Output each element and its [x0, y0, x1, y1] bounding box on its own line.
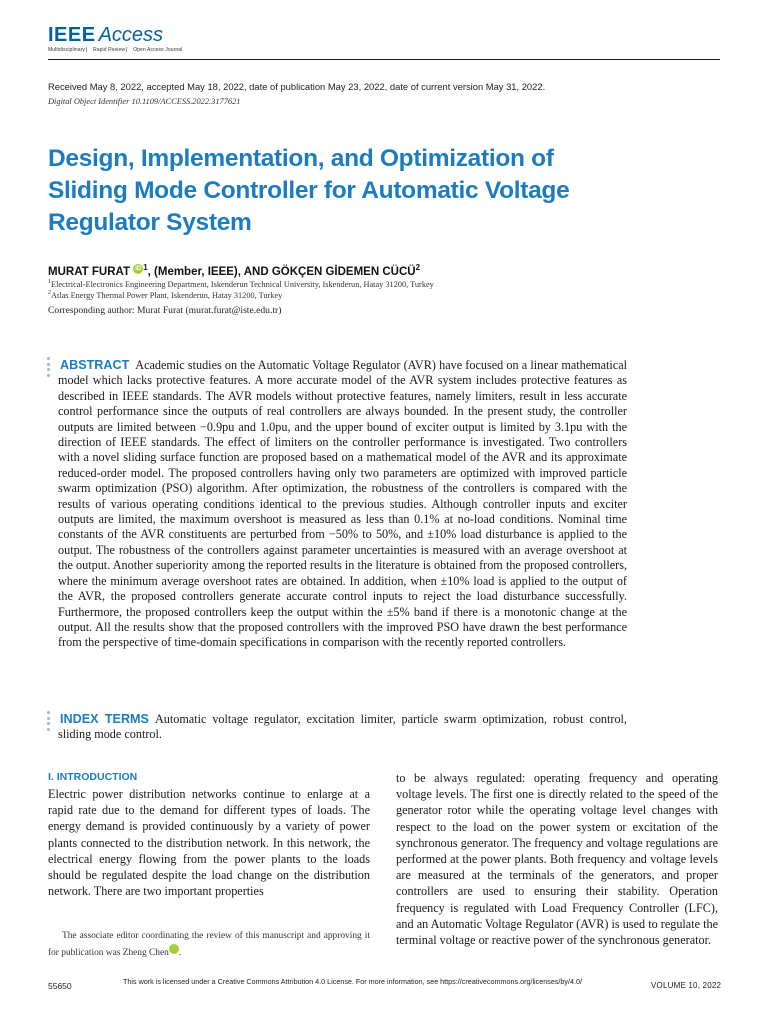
orcid-icon[interactable]: iD — [135, 266, 142, 272]
received-dates: Received May 8, 2022, accepted May 18, 2022, date of publication May 23, 2022, date of current version May 31, 2022. — [48, 81, 546, 92]
section-heading-introduction: I. INTRODUCTION — [48, 771, 138, 783]
abstract-heading: ABSTRACT — [60, 358, 130, 372]
paper-title: Design, Implementation, and Optimization of Sliding Mode Controller for Automatic Voltage Regulator System — [48, 145, 570, 236]
logo-tagline: Multidisciplinary ⎸ Rapid Review ⎸ Open Access Journal — [48, 47, 183, 53]
author2-superscript: 2 — [415, 263, 421, 272]
footnote-text: The associate editor coordinating the review of this manuscript and approving it for publication was Zheng Chen — [48, 931, 370, 958]
index-terms-marker-icon — [47, 711, 51, 733]
doi-line[interactable]: Digital Object Identifier 10.1109/ACCESS.2022.3177621 — [48, 97, 241, 106]
abstract — [58, 358, 627, 651]
logo-access: Access — [98, 24, 164, 46]
header-divider — [48, 59, 720, 60]
affiliation-1 — [48, 279, 434, 289]
affiliation-1-text: Electrical-Electronics Engineering Department, Iskenderun Technical University, Iskenderun, Hatay 31200, Turkey — [51, 279, 434, 289]
introduction-left-column: Electric power distribution networks continue to enlarge at a rapid rate due to the demand for different types of loads. The energy demand is provided continuously by a variety of power plants connected to the distribution network. In this network, the electrical energy flowing from the power plants to the loads should be regulated despite the load change on the distribution network. There are two important properties — [48, 787, 370, 899]
author1-superscript: 1 — [143, 263, 148, 272]
affiliation-2 — [48, 290, 282, 300]
affiliation-1-sup: 1 — [48, 279, 51, 285]
introduction-right-column: to be always regulated: operating frequency and operating voltage levels. The first one is directly related to the speed of the generator rotor while the operating voltage level changes with respect to the load on the power system or excitation of the synchronous generator. The frequency and voltage regulations are performed at the power plants. Both frequency and voltage levels are measured at the terminals of the generators, and proper controllers are used to ensuring their stability. Operation frequency is regulated with Load Frequency Controller (LFC), and an Automatic Voltage Regulator (AVR) is used to regulate the terminal voltage or reactive power of the synchronous generator. — [396, 771, 718, 948]
affiliation-2-sup: 2 — [48, 290, 51, 296]
index-terms-text: Automatic voltage regulator, excitation limiter, particle swarm optimization, robust control, sliding mode control. — [58, 712, 627, 742]
page-number: 55650 — [48, 981, 72, 991]
index-terms-heading: INDEX TERMS — [60, 712, 149, 726]
orcid-icon-editor[interactable]: iD — [169, 944, 179, 954]
index-terms — [58, 712, 627, 743]
volume-info: VOLUME 10, 2022 — [651, 981, 722, 990]
editor-footnote — [48, 928, 370, 961]
footnote-end: . — [178, 948, 182, 958]
journal-logo — [48, 24, 163, 47]
affiliation-2-text: Atlas Energy Thermal Power Plant, Iskenderun, Hatay 31200, Turkey — [51, 290, 283, 300]
license-notice[interactable]: This work is licensed under a Creative Commons Attribution 4.0 License. For more information, see https://creativecommons.org/licenses/by/4.0/ — [123, 977, 583, 986]
logo-ieee: IEEE — [48, 24, 96, 46]
abstract-marker-icon — [47, 357, 51, 379]
corresponding-author: Corresponding author: Murat Furat (murat.furat@iste.edu.tr) — [48, 305, 282, 316]
abstract-text: Academic studies on the Automatic Voltage Regulator (AVR) have focused on a linear mathematical model which lacks protective features. A more accurate model of the AVR system includes protective features as described in IEEE standards. The AVR models without protective features, namely limiters, result in less accurate control performance since the outputs of real controllers are always bounded. In the present study, the controller outputs are limited between −0.9pu and 1.0pu, and the upper bound of exciter output is limited by 3.1pu with the direction of IEEE standards. The effect of limiters on the controller performance is investigated. Two controllers with a novel sliding surface function are proposed based on a mathematical model of the AVR and its approximate reduced-order model. The proposed controllers having only two parameters are optimized with improved particle swarm optimization (PSO) algorithm. After optimization, the robustness of the controllers is compared with the results of various operating conditions identical to the previous studies. Although controller inputs and exciter outputs are limited, the maximum overshoot is measured as less than 0.1% at no-load conditions. Nominal time constants of the AVR constituents are perturbed from −50% to 50%, and ±10% load disturbance is applied to the output. The robustness of the controllers against parameter uncertainties is measured with an average overshoot at the output. Another superiority among the reported results in the literature is obtained from the proposed controllers, where the minimum average overshoot rates are obtained. In addition, when ±10% load is applied to the output of the AVR, the proposed controllers generate accurate control inputs to reject the load disturbance successfully. Furthermore, the proposed controllers keep the output within the ±5% band if there is a monotonic change at the output. All the results show that the proposed controllers with the improved PSO have drawn the best performance from the perspective of time-domain specifications in comparison with the recently reported controllers. — [58, 358, 627, 650]
author-name-1[interactable]: MURAT FURAT — [48, 266, 130, 278]
author-line — [48, 263, 420, 278]
author-line-middle: , (Member, IEEE), AND GÖKÇEN GİDEMEN CÜCÜ — [147, 266, 416, 278]
